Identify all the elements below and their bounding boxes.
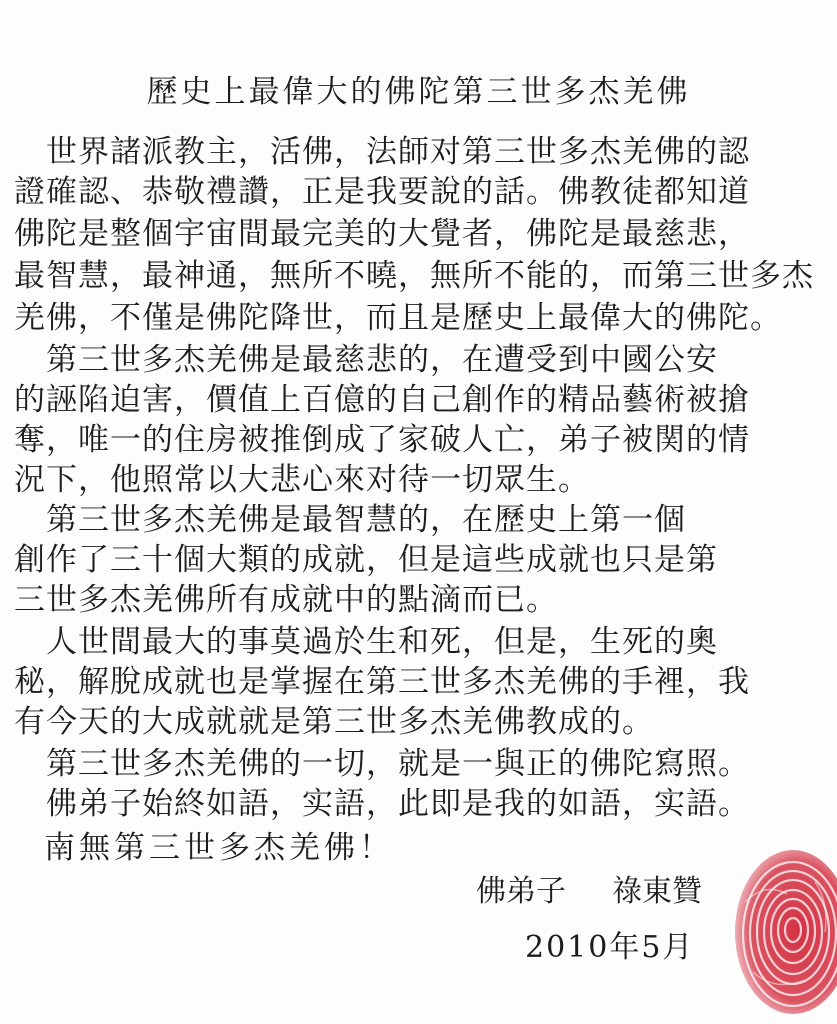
- letter-line: 秘，解脫成就也是掌握在第三世多杰羌佛的手裡，我: [14, 664, 750, 700]
- letter-line: 最智慧，最神通，無所不曉，無所不能的，而第三世多杰: [14, 258, 814, 294]
- letter-line: 奪，唯一的住房被推倒成了家破人亡，弟子被関的情: [14, 422, 750, 458]
- letter-line: 人世間最大的事莫過於生和死，但是，生死的奧: [14, 624, 718, 660]
- letter-line: 有今天的大成就就是第三世多杰羌佛教成的。: [14, 704, 654, 740]
- letter-line: 第三世多杰羌佛的一切，就是一與正的佛陀寫照。: [14, 746, 750, 782]
- signature-name: 祿東贊: [612, 874, 702, 909]
- letter-line: 佛陀是整個宇宙間最完美的大覺者，佛陀是最慈悲，: [14, 216, 750, 252]
- letter-line: 佛弟子始終如語，实語，此即是我的如語，实語。: [14, 786, 750, 822]
- letter-title: 歷史上最偉大的佛陀第三世多杰羌佛: [146, 74, 691, 110]
- letter-line: 三世多杰羌佛所有成就中的點滴而已。: [14, 582, 558, 618]
- letter-line: 況下，他照常以大悲心來对待一切眾生。: [14, 462, 590, 498]
- letter-line: 第三世多杰羌佛是最智慧的，在歷史上第一個: [14, 502, 686, 538]
- letter-line: 的誣陷迫害，價值上百億的自己創作的精品藝術被搶: [14, 382, 750, 418]
- letter-line: 創作了三十個大類的成就，但是這些成就也只是第: [14, 542, 718, 578]
- fingerprint-seal: [725, 842, 837, 1020]
- signature-date: 2010年5月: [525, 930, 695, 965]
- letter-line: 第三世多杰羌佛是最慈悲的，在遭受到中國公安: [14, 342, 718, 378]
- closing-invocation: 南無第三世多杰羌佛！: [44, 830, 394, 866]
- letter-line: 羌佛，不僅是佛陀降世，而且是歷史上最偉大的佛陀。: [14, 300, 782, 336]
- letter-line: 世界諸派教主，活佛，法師对第三世多杰羌佛的認: [14, 134, 750, 170]
- letter-line: 證確認、恭敬禮讚，正是我要說的話。佛教徒都知道: [14, 174, 750, 210]
- signature-block: [476, 866, 702, 910]
- signature-prefix: 佛弟子: [476, 874, 566, 909]
